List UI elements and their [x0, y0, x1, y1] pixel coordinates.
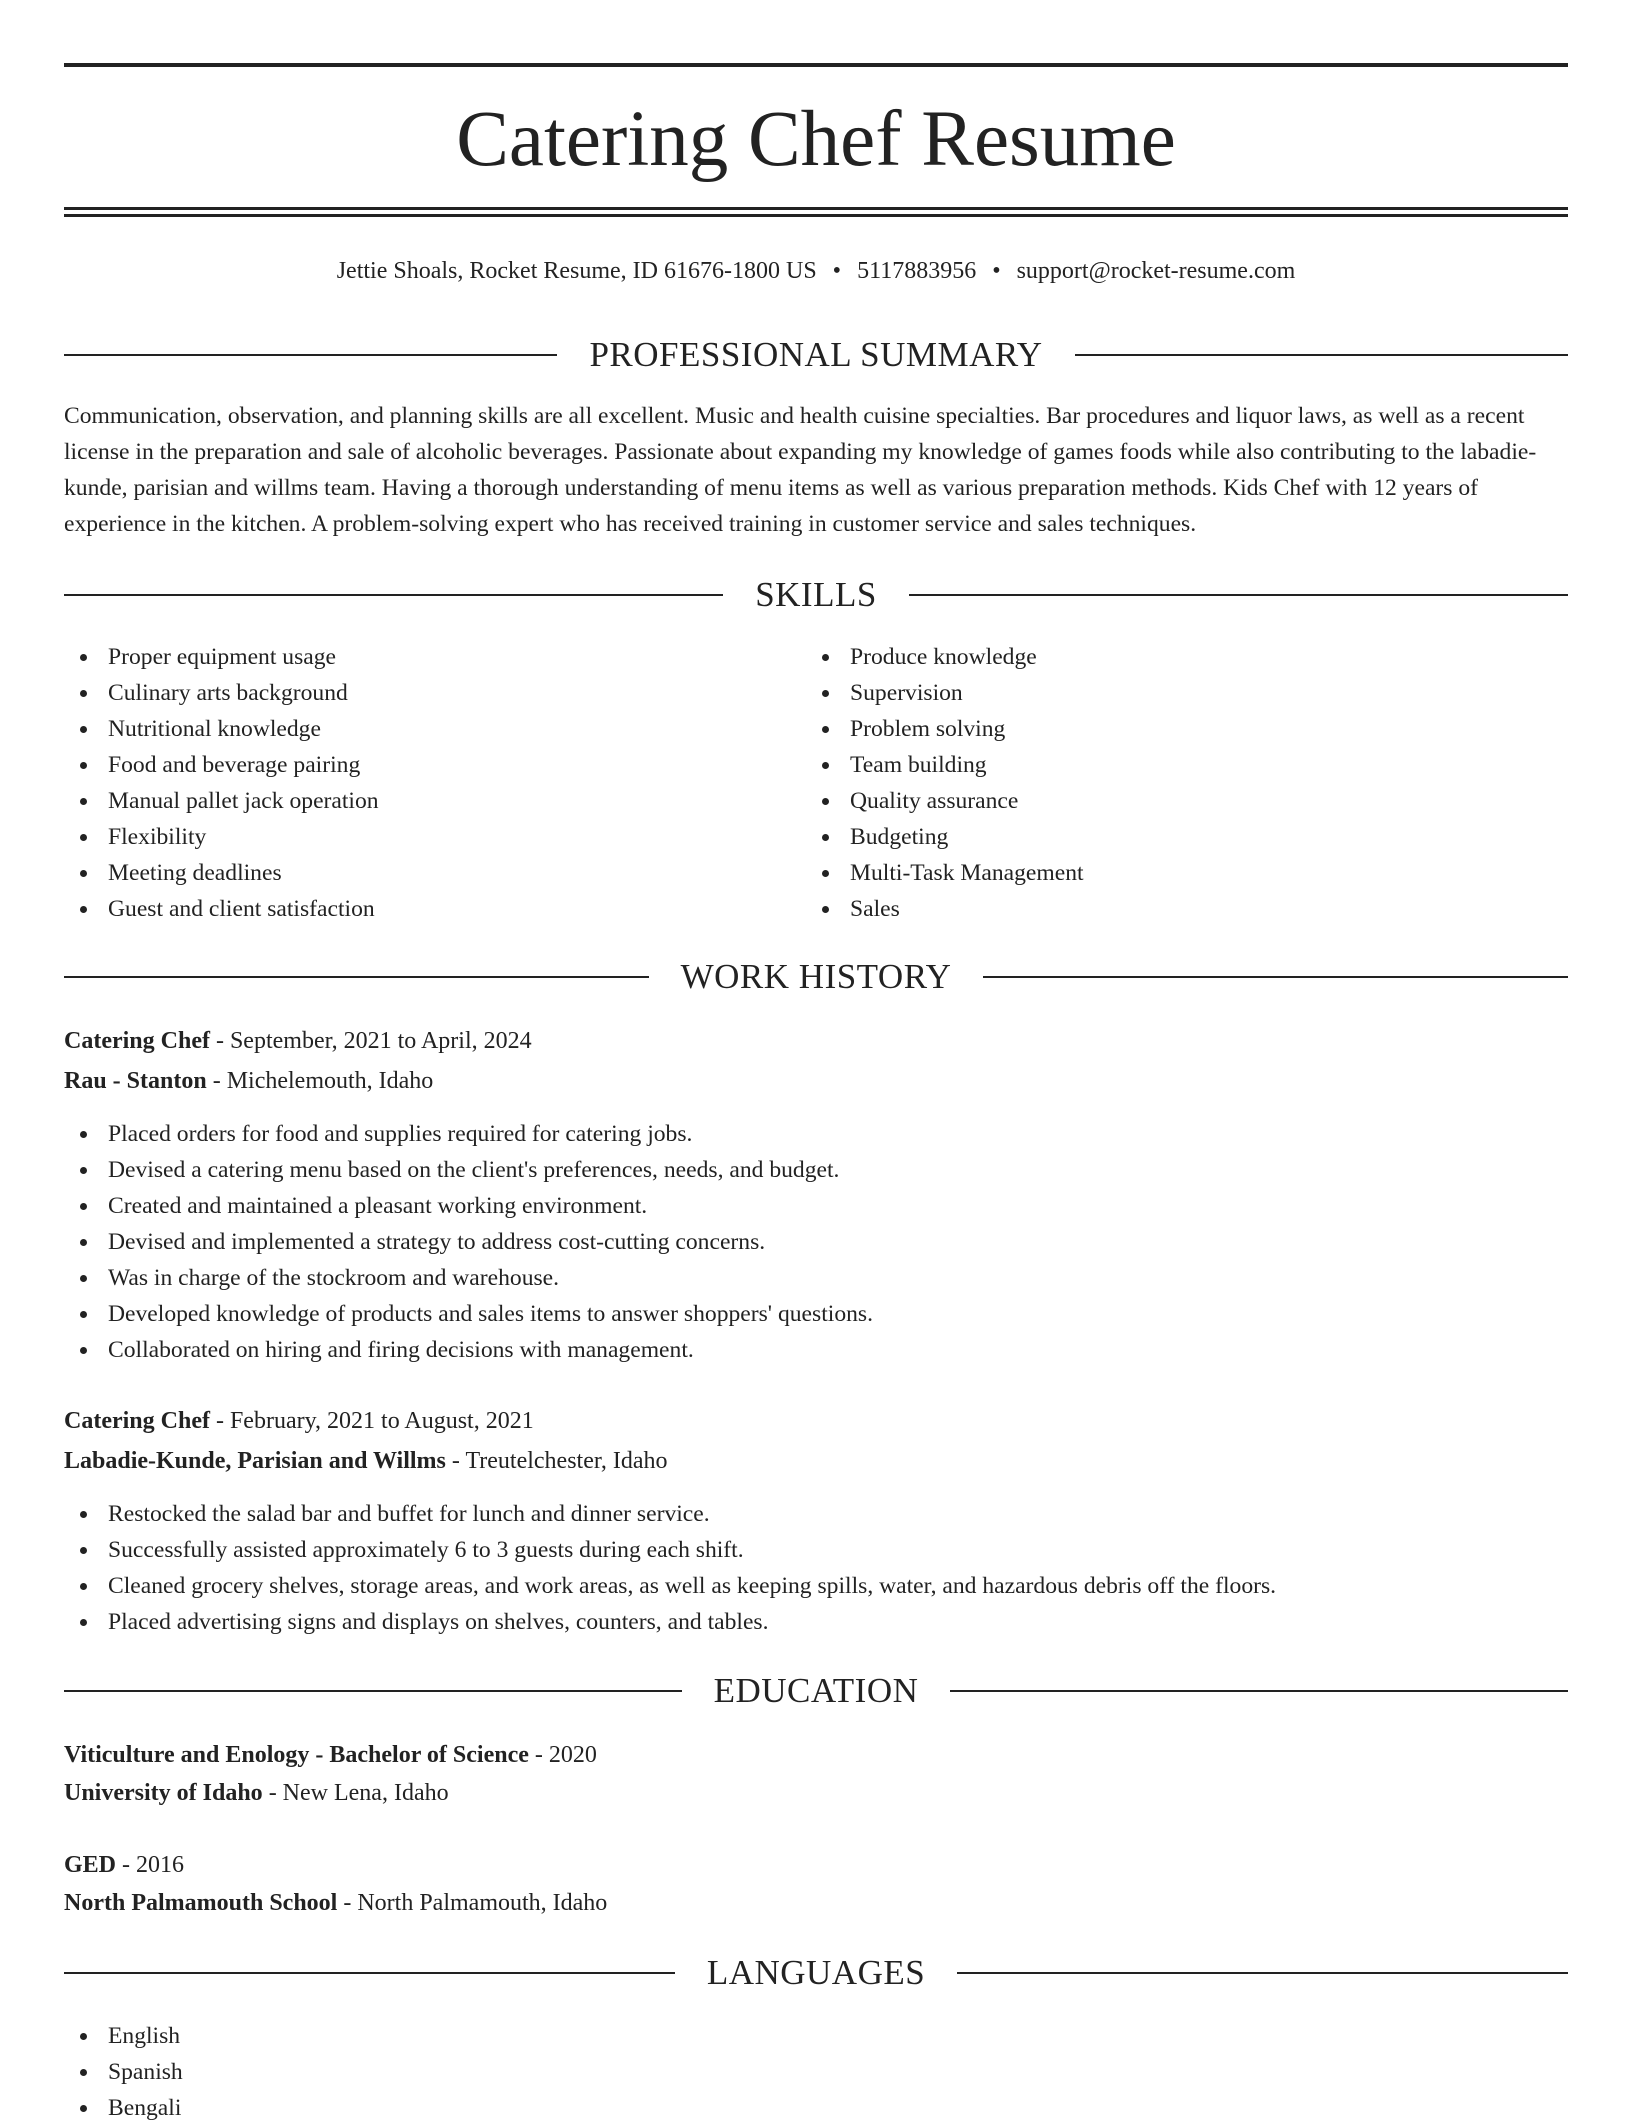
job-title: Catering Chef: [64, 1408, 210, 1434]
skill-item: Manual pallet jack operation: [64, 783, 764, 819]
language-item: Bengali: [64, 2090, 1568, 2126]
job-duty: Collaborated on hiring and firing decisions with management.: [64, 1332, 1568, 1368]
skill-item: Quality assurance: [806, 783, 1506, 819]
title-double-rule: [64, 207, 1568, 217]
job-dates: - February, 2021 to August, 2021: [209, 1408, 534, 1434]
job-company-line: [64, 1443, 1568, 1479]
education-degree: GED: [64, 1852, 117, 1878]
contact-phone: 5117883956: [857, 258, 977, 284]
skill-item: Proper equipment usage: [64, 639, 764, 675]
job-duty: Devised and implemented a strategy to address cost-cutting concerns.: [64, 1224, 1568, 1260]
education-heading-label: EDUCATION: [713, 1671, 919, 1710]
language-item: Spanish: [64, 2054, 1568, 2090]
job-duty: Developed knowledge of products and sales items to answer shoppers' questions.: [64, 1296, 1568, 1332]
language-item: English: [64, 2018, 1568, 2054]
job-dates: - September, 2021 to April, 2024: [209, 1028, 532, 1054]
skill-item: Budgeting: [806, 819, 1506, 855]
education-school-line: [64, 1775, 1568, 1811]
skill-item: Problem solving: [806, 711, 1506, 747]
skills-heading: [64, 573, 1568, 617]
education-school: North Palmamouth School: [64, 1890, 338, 1916]
languages-heading: [64, 1951, 1568, 1995]
education-school: University of Idaho: [64, 1780, 263, 1806]
job-duty: Was in charge of the stockroom and warehouse.: [64, 1260, 1568, 1296]
job-location: - Treutelchester, Idaho: [445, 1448, 668, 1474]
education-year: - 2020: [528, 1742, 597, 1768]
job-duties-list: [64, 1496, 1568, 1640]
education-heading: [64, 1669, 1568, 1713]
skill-item: Sales: [806, 891, 1506, 927]
skills-list-left: [64, 639, 764, 927]
heading-rule: [64, 1972, 675, 1974]
skill-item: Nutritional knowledge: [64, 711, 764, 747]
skill-item: Flexibility: [64, 819, 764, 855]
heading-rule: [909, 594, 1568, 596]
heading-rule: [983, 976, 1568, 978]
job-duty: Successfully assisted approximately 6 to 3 guests during each shift.: [64, 1532, 1568, 1568]
heading-rule: [957, 1972, 1568, 1974]
job-title-line: [64, 1403, 1568, 1439]
skills-list-right: [806, 639, 1506, 927]
heading-rule: [950, 1690, 1568, 1692]
languages-list: [64, 2018, 1568, 2126]
skill-item: Guest and client satisfaction: [64, 891, 764, 927]
skill-item: Produce knowledge: [806, 639, 1506, 675]
education-degree-line: [64, 1847, 1568, 1883]
top-rule: [64, 63, 1568, 67]
skill-item: Food and beverage pairing: [64, 747, 764, 783]
contact-email: support@rocket-resume.com: [1016, 258, 1296, 284]
skill-item: Meeting deadlines: [64, 855, 764, 891]
contact-separator: •: [832, 258, 842, 284]
page-title: Catering Chef Resume: [456, 96, 1176, 183]
skills-heading-label: SKILLS: [755, 575, 877, 614]
job-title: Catering Chef: [64, 1028, 210, 1054]
contact-line: [64, 254, 1568, 288]
job-duty: Restocked the salad bar and buffet for lunch and dinner service.: [64, 1496, 1568, 1532]
job-duty: Placed orders for food and supplies required for catering jobs.: [64, 1116, 1568, 1152]
work-heading-label: WORK HISTORY: [680, 957, 952, 996]
job-duty: Devised a catering menu based on the client's preferences, needs, and budget.: [64, 1152, 1568, 1188]
skill-item: Supervision: [806, 675, 1506, 711]
heading-rule: [64, 976, 649, 978]
education-degree-line: [64, 1737, 1568, 1773]
summary-heading: [64, 333, 1568, 377]
job-duty: Created and maintained a pleasant working environment.: [64, 1188, 1568, 1224]
education-degree: Viticulture and Enology - Bachelor of Science: [64, 1742, 529, 1768]
work-heading: [64, 955, 1568, 999]
job-company: Labadie-Kunde, Parisian and Willms: [64, 1448, 446, 1474]
skill-item: Team building: [806, 747, 1506, 783]
education-location: - North Palmamouth, Idaho: [337, 1890, 608, 1916]
education-school-line: [64, 1885, 1568, 1921]
heading-rule: [64, 594, 723, 596]
education-year: - 2016: [116, 1852, 185, 1878]
summary-text: Communication, observation, and planning skills are all excellent. Music and health cuisine specialties. Bar procedures and liquor laws, as well as a recent license in the preparation and sale of alcoholic beverages. Passionate about expanding my knowledge of games foods while also contributing to the labadie-kunde, parisian and willms team. Having a thorough understanding of menu items as well as various preparation methods. Kids Chef with 12 years of experience in the kitchen. A problem-solving expert who has received training in customer service and sales techniques.: [64, 403, 1537, 537]
languages-heading-label: LANGUAGES: [706, 1953, 926, 1992]
job-duty: Placed advertising signs and displays on shelves, counters, and tables.: [64, 1604, 1568, 1640]
skill-item: Culinary arts background: [64, 675, 764, 711]
contact-address: Jettie Shoals, Rocket Resume, ID 61676-1800 US: [336, 258, 817, 284]
contact-separator: •: [992, 258, 1001, 284]
job-duty: Cleaned grocery shelves, storage areas, and work areas, as well as keeping spills, water, and hazardous debris off the floors.: [64, 1568, 1568, 1604]
job-company-line: [64, 1063, 1568, 1099]
summary-heading-label: PROFESSIONAL SUMMARY: [589, 335, 1043, 374]
job-title-line: [64, 1023, 1568, 1059]
job-location: - Michelemouth, Idaho: [206, 1068, 434, 1094]
heading-rule: [64, 354, 557, 356]
heading-rule: [1075, 354, 1568, 356]
skill-item: Multi-Task Management: [806, 855, 1506, 891]
job-company: Rau - Stanton: [64, 1068, 207, 1094]
job-duties-list: [64, 1116, 1568, 1368]
heading-rule: [64, 1690, 682, 1692]
education-location: - New Lena, Idaho: [262, 1780, 449, 1806]
